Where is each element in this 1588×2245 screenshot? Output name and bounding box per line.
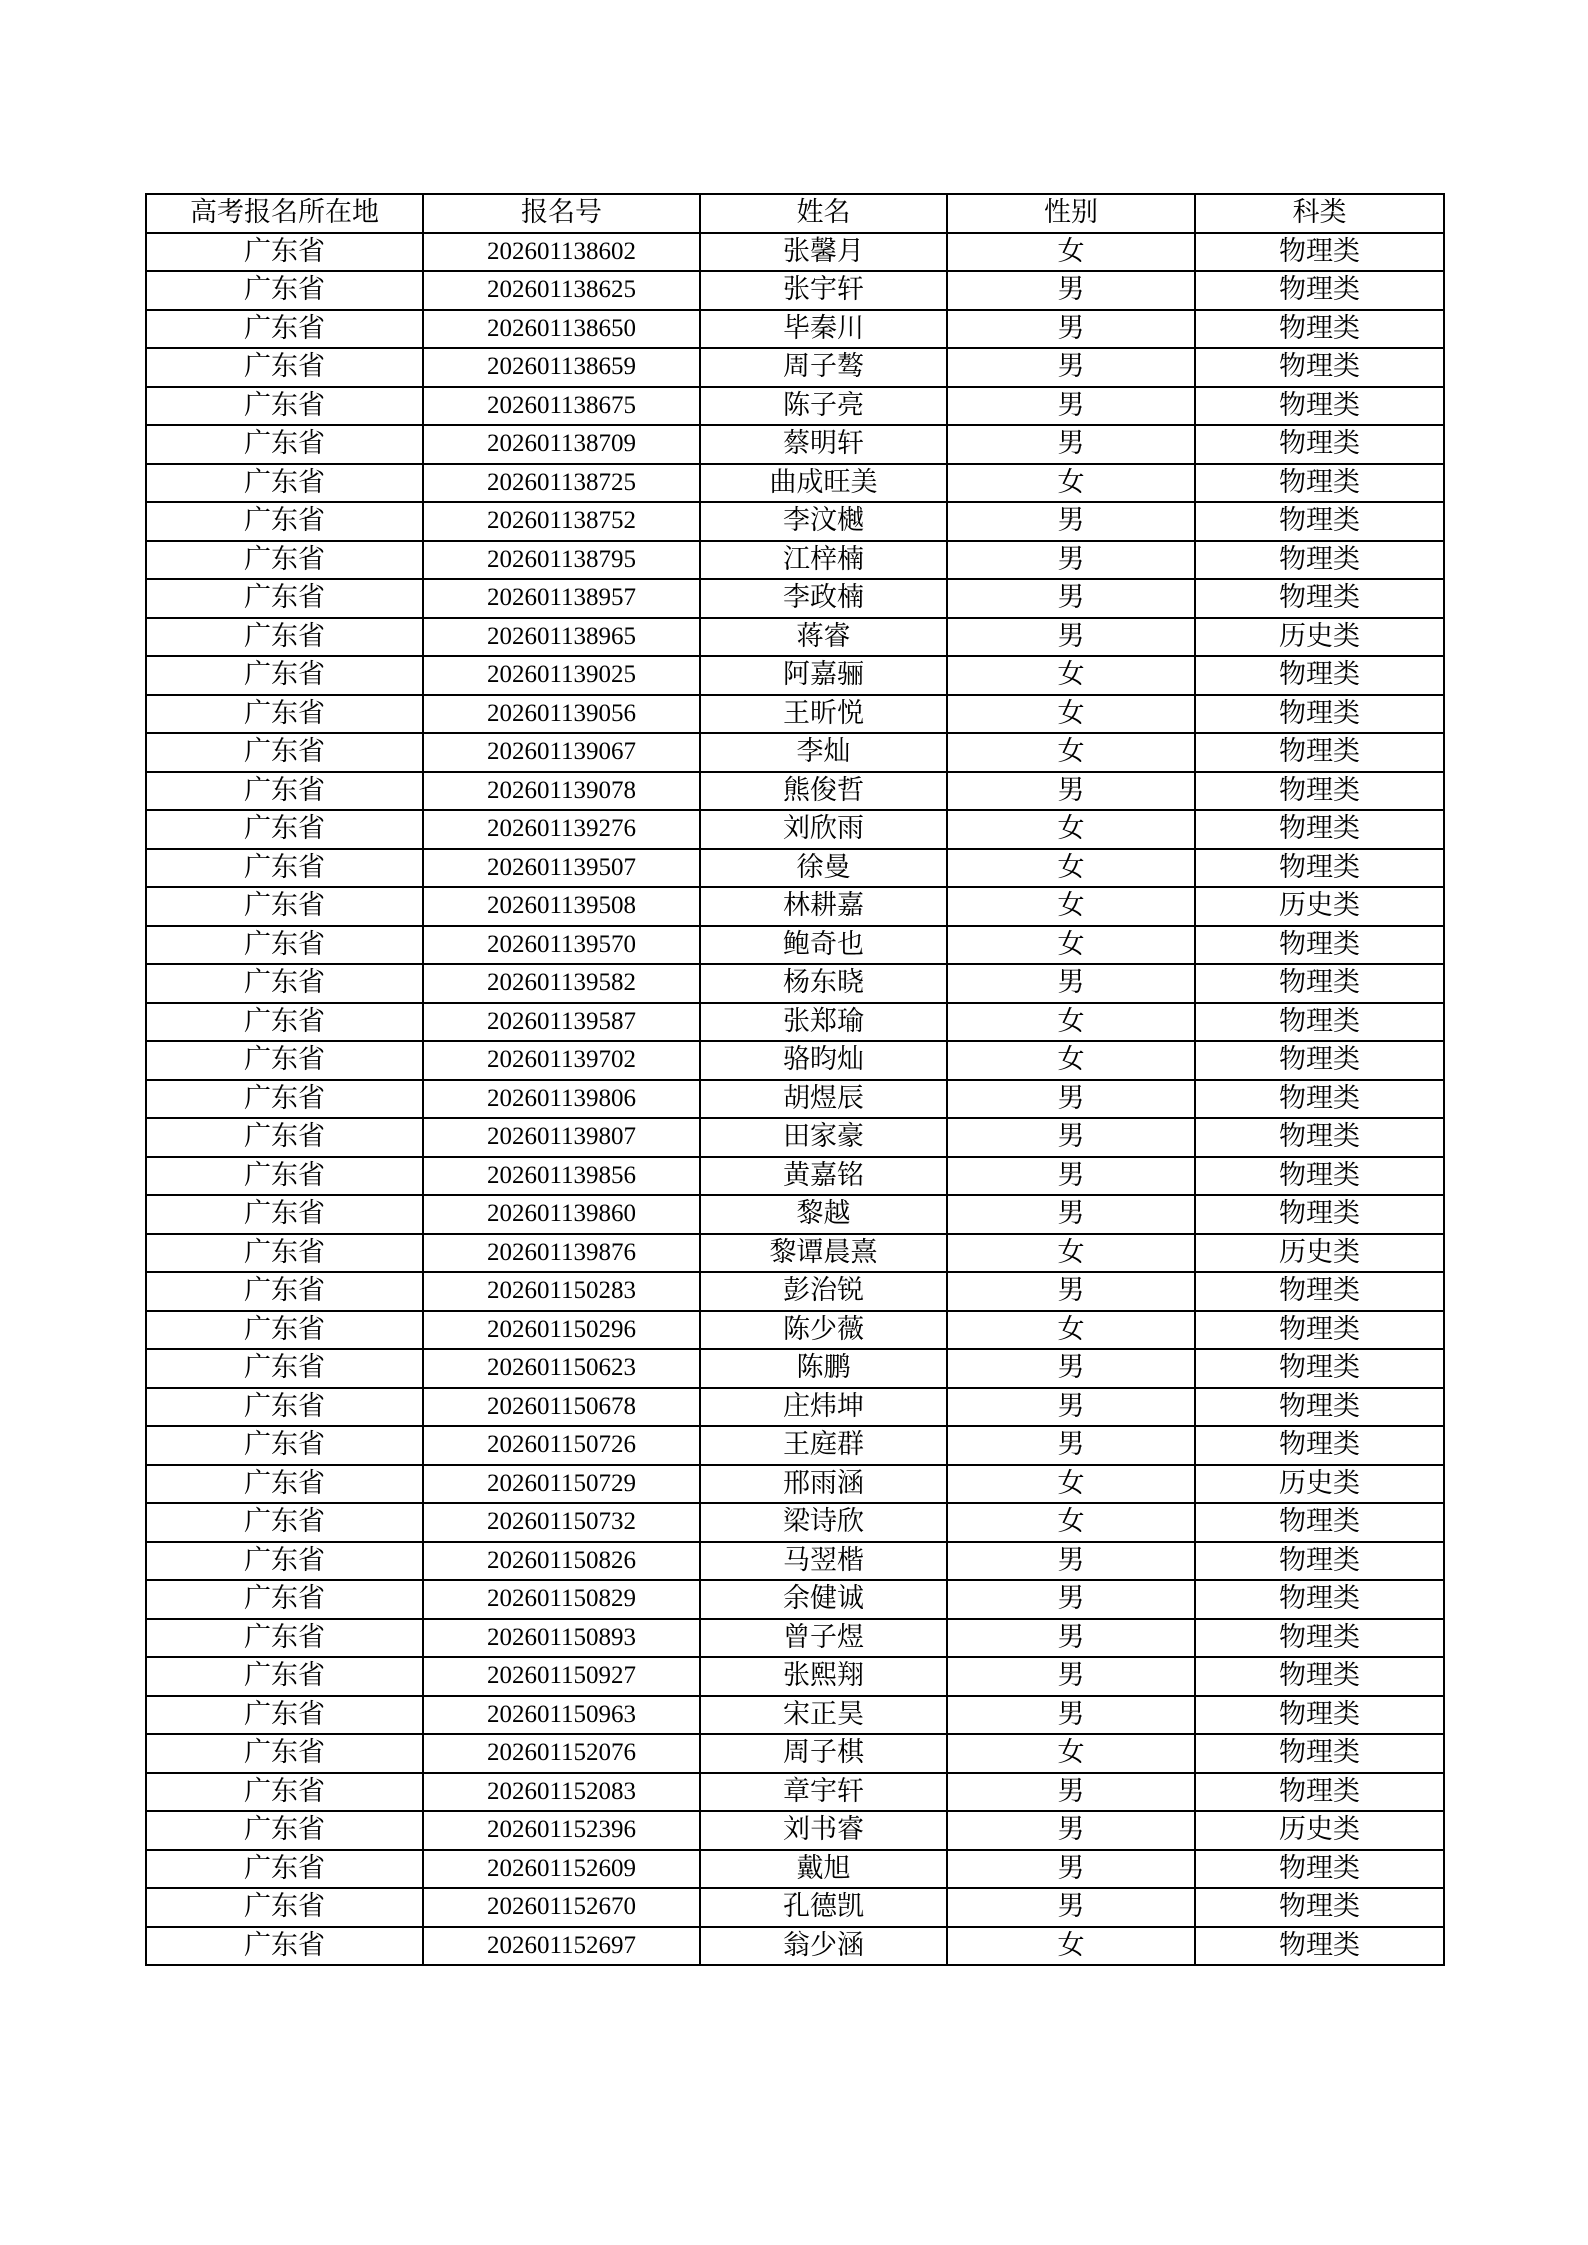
- roster-sheet: [145, 193, 1445, 1966]
- cell-registration-number: 202601138725: [423, 464, 700, 503]
- cell-registration-number: 202601150729: [423, 1465, 700, 1504]
- cell-name: 曲成旺美: [700, 464, 947, 503]
- cell-name: 胡煜辰: [700, 1080, 947, 1119]
- cell-gender: 女: [947, 656, 1195, 695]
- cell-subject-track: 物理类: [1195, 1542, 1444, 1581]
- cell-gender: 女: [947, 233, 1195, 272]
- cell-subject-track: 物理类: [1195, 1080, 1444, 1119]
- cell-registration-number: 202601150927: [423, 1657, 700, 1696]
- cell-exam-location: 广东省: [146, 887, 423, 926]
- table-body: [146, 233, 1444, 1966]
- cell-subject-track: 物理类: [1195, 849, 1444, 888]
- cell-name: 刘欣雨: [700, 810, 947, 849]
- cell-name: 曾子煜: [700, 1619, 947, 1658]
- table-header: [146, 194, 1444, 233]
- header-name: 姓名: [700, 194, 947, 233]
- table-row: [146, 1888, 1444, 1927]
- cell-name: 李政楠: [700, 579, 947, 618]
- cell-subject-track: 物理类: [1195, 1003, 1444, 1042]
- cell-subject-track: 物理类: [1195, 233, 1444, 272]
- table-row: [146, 964, 1444, 1003]
- cell-name: 张宇轩: [700, 271, 947, 310]
- cell-subject-track: 物理类: [1195, 733, 1444, 772]
- cell-gender: 男: [947, 1195, 1195, 1234]
- table-row: [146, 464, 1444, 503]
- cell-name: 田家豪: [700, 1118, 947, 1157]
- cell-name: 周子棋: [700, 1734, 947, 1773]
- cell-name: 黎谭晨熹: [700, 1234, 947, 1273]
- table-row: [146, 1927, 1444, 1966]
- cell-exam-location: 广东省: [146, 1850, 423, 1889]
- cell-gender: 男: [947, 1580, 1195, 1619]
- cell-subject-track: 物理类: [1195, 425, 1444, 464]
- table-row: [146, 887, 1444, 926]
- cell-exam-location: 广东省: [146, 1927, 423, 1966]
- cell-subject-track: 历史类: [1195, 887, 1444, 926]
- cell-subject-track: 物理类: [1195, 464, 1444, 503]
- table-row: [146, 348, 1444, 387]
- cell-name: 鲍奇也: [700, 926, 947, 965]
- cell-registration-number: 202601152697: [423, 1927, 700, 1966]
- cell-registration-number: 202601139508: [423, 887, 700, 926]
- cell-name: 李灿: [700, 733, 947, 772]
- cell-gender: 女: [947, 1503, 1195, 1542]
- cell-gender: 女: [947, 1927, 1195, 1966]
- cell-subject-track: 物理类: [1195, 1311, 1444, 1350]
- cell-name: 张馨月: [700, 233, 947, 272]
- cell-registration-number: 202601150732: [423, 1503, 700, 1542]
- cell-subject-track: 物理类: [1195, 656, 1444, 695]
- table-row: [146, 1542, 1444, 1581]
- header-gender: 性别: [947, 194, 1195, 233]
- header-row: [146, 194, 1444, 233]
- header-exam-location: 高考报名所在地: [146, 194, 423, 233]
- cell-name: 马翌楷: [700, 1542, 947, 1581]
- cell-gender: 男: [947, 1542, 1195, 1581]
- cell-name: 戴旭: [700, 1850, 947, 1889]
- cell-name: 彭治锐: [700, 1272, 947, 1311]
- cell-name: 林耕嘉: [700, 887, 947, 926]
- cell-name: 邢雨涵: [700, 1465, 947, 1504]
- cell-gender: 男: [947, 1388, 1195, 1427]
- table-row: [146, 1388, 1444, 1427]
- cell-subject-track: 物理类: [1195, 695, 1444, 734]
- cell-name: 陈鹏: [700, 1349, 947, 1388]
- cell-exam-location: 广东省: [146, 656, 423, 695]
- table-row: [146, 310, 1444, 349]
- cell-gender: 女: [947, 810, 1195, 849]
- cell-gender: 男: [947, 1426, 1195, 1465]
- cell-registration-number: 202601150623: [423, 1349, 700, 1388]
- table-row: [146, 733, 1444, 772]
- cell-name: 刘书睿: [700, 1811, 947, 1850]
- cell-gender: 男: [947, 1773, 1195, 1812]
- table-row: [146, 425, 1444, 464]
- cell-registration-number: 202601152396: [423, 1811, 700, 1850]
- table-row: [146, 1041, 1444, 1080]
- table-row: [146, 772, 1444, 811]
- cell-exam-location: 广东省: [146, 1311, 423, 1350]
- cell-registration-number: 202601139856: [423, 1157, 700, 1196]
- cell-registration-number: 202601138709: [423, 425, 700, 464]
- cell-exam-location: 广东省: [146, 733, 423, 772]
- cell-subject-track: 物理类: [1195, 1195, 1444, 1234]
- cell-exam-location: 广东省: [146, 1503, 423, 1542]
- cell-exam-location: 广东省: [146, 964, 423, 1003]
- cell-exam-location: 广东省: [146, 1234, 423, 1273]
- cell-exam-location: 广东省: [146, 1157, 423, 1196]
- cell-subject-track: 物理类: [1195, 1388, 1444, 1427]
- cell-exam-location: 广东省: [146, 695, 423, 734]
- cell-registration-number: 202601139056: [423, 695, 700, 734]
- table-row: [146, 1003, 1444, 1042]
- cell-subject-track: 物理类: [1195, 387, 1444, 426]
- cell-exam-location: 广东省: [146, 849, 423, 888]
- header-subject-track: 科类: [1195, 194, 1444, 233]
- cell-subject-track: 物理类: [1195, 541, 1444, 580]
- cell-name: 章宇轩: [700, 1773, 947, 1812]
- table-row: [146, 1426, 1444, 1465]
- table-row: [146, 1195, 1444, 1234]
- cell-name: 蒋睿: [700, 618, 947, 657]
- cell-exam-location: 广东省: [146, 810, 423, 849]
- cell-registration-number: 202601139702: [423, 1041, 700, 1080]
- table-row: [146, 1118, 1444, 1157]
- header-registration-number: 报名号: [423, 194, 700, 233]
- cell-exam-location: 广东省: [146, 579, 423, 618]
- cell-gender: 女: [947, 1041, 1195, 1080]
- table-row: [146, 1734, 1444, 1773]
- cell-name: 张郑瑜: [700, 1003, 947, 1042]
- table-row: [146, 926, 1444, 965]
- cell-subject-track: 物理类: [1195, 1349, 1444, 1388]
- cell-registration-number: 202601150283: [423, 1272, 700, 1311]
- table-row: [146, 1272, 1444, 1311]
- cell-gender: 男: [947, 1272, 1195, 1311]
- table-row: [146, 1580, 1444, 1619]
- table-row: [146, 1773, 1444, 1812]
- cell-exam-location: 广东省: [146, 1003, 423, 1042]
- cell-registration-number: 202601139276: [423, 810, 700, 849]
- cell-subject-track: 物理类: [1195, 1272, 1444, 1311]
- table-row: [146, 1080, 1444, 1119]
- cell-registration-number: 202601152609: [423, 1850, 700, 1889]
- cell-name: 黄嘉铭: [700, 1157, 947, 1196]
- cell-name: 周子骜: [700, 348, 947, 387]
- cell-gender: 女: [947, 1734, 1195, 1773]
- cell-subject-track: 历史类: [1195, 618, 1444, 657]
- table-row: [146, 1850, 1444, 1889]
- cell-gender: 男: [947, 1157, 1195, 1196]
- cell-exam-location: 广东省: [146, 1426, 423, 1465]
- cell-exam-location: 广东省: [146, 1388, 423, 1427]
- table-row: [146, 618, 1444, 657]
- cell-name: 翁少涵: [700, 1927, 947, 1966]
- cell-exam-location: 广东省: [146, 1888, 423, 1927]
- table-row: [146, 1503, 1444, 1542]
- cell-gender: 男: [947, 271, 1195, 310]
- cell-registration-number: 202601150726: [423, 1426, 700, 1465]
- cell-gender: 男: [947, 1080, 1195, 1119]
- table-row: [146, 695, 1444, 734]
- cell-exam-location: 广东省: [146, 1734, 423, 1773]
- cell-registration-number: 202601138752: [423, 502, 700, 541]
- cell-name: 毕秦川: [700, 310, 947, 349]
- cell-subject-track: 历史类: [1195, 1234, 1444, 1273]
- cell-exam-location: 广东省: [146, 464, 423, 503]
- cell-gender: 男: [947, 772, 1195, 811]
- cell-exam-location: 广东省: [146, 1619, 423, 1658]
- cell-exam-location: 广东省: [146, 926, 423, 965]
- cell-exam-location: 广东省: [146, 1465, 423, 1504]
- cell-gender: 男: [947, 387, 1195, 426]
- cell-name: 杨东晓: [700, 964, 947, 1003]
- cell-registration-number: 202601150678: [423, 1388, 700, 1427]
- table-row: [146, 656, 1444, 695]
- cell-registration-number: 202601138602: [423, 233, 700, 272]
- table-row: [146, 271, 1444, 310]
- cell-exam-location: 广东省: [146, 1041, 423, 1080]
- cell-subject-track: 物理类: [1195, 502, 1444, 541]
- cell-registration-number: 202601138650: [423, 310, 700, 349]
- table-row: [146, 1234, 1444, 1273]
- cell-subject-track: 物理类: [1195, 1503, 1444, 1542]
- cell-gender: 男: [947, 310, 1195, 349]
- cell-name: 江梓楠: [700, 541, 947, 580]
- table-row: [146, 849, 1444, 888]
- cell-subject-track: 物理类: [1195, 1157, 1444, 1196]
- cell-registration-number: 202601150296: [423, 1311, 700, 1350]
- cell-subject-track: 物理类: [1195, 271, 1444, 310]
- cell-gender: 男: [947, 1811, 1195, 1850]
- cell-exam-location: 广东省: [146, 1696, 423, 1735]
- cell-subject-track: 物理类: [1195, 1426, 1444, 1465]
- cell-gender: 男: [947, 1619, 1195, 1658]
- cell-gender: 男: [947, 348, 1195, 387]
- table-row: [146, 541, 1444, 580]
- cell-subject-track: 物理类: [1195, 1734, 1444, 1773]
- cell-exam-location: 广东省: [146, 1272, 423, 1311]
- cell-name: 宋正昊: [700, 1696, 947, 1735]
- table-row: [146, 1465, 1444, 1504]
- cell-subject-track: 物理类: [1195, 1888, 1444, 1927]
- cell-subject-track: 物理类: [1195, 810, 1444, 849]
- cell-registration-number: 202601139570: [423, 926, 700, 965]
- table-row: [146, 1657, 1444, 1696]
- cell-registration-number: 202601139582: [423, 964, 700, 1003]
- cell-subject-track: 物理类: [1195, 1118, 1444, 1157]
- table-row: [146, 233, 1444, 272]
- cell-subject-track: 历史类: [1195, 1465, 1444, 1504]
- cell-name: 陈子亮: [700, 387, 947, 426]
- cell-registration-number: 202601139860: [423, 1195, 700, 1234]
- cell-name: 王昕悦: [700, 695, 947, 734]
- cell-exam-location: 广东省: [146, 541, 423, 580]
- cell-registration-number: 202601138965: [423, 618, 700, 657]
- cell-exam-location: 广东省: [146, 1080, 423, 1119]
- cell-registration-number: 202601152083: [423, 1773, 700, 1812]
- cell-exam-location: 广东省: [146, 1195, 423, 1234]
- cell-subject-track: 物理类: [1195, 1041, 1444, 1080]
- cell-gender: 男: [947, 425, 1195, 464]
- cell-gender: 女: [947, 695, 1195, 734]
- cell-registration-number: 202601139807: [423, 1118, 700, 1157]
- cell-exam-location: 广东省: [146, 425, 423, 464]
- table-row: [146, 1811, 1444, 1850]
- cell-name: 徐曼: [700, 849, 947, 888]
- cell-name: 蔡明轩: [700, 425, 947, 464]
- cell-subject-track: 物理类: [1195, 1657, 1444, 1696]
- cell-registration-number: 202601138675: [423, 387, 700, 426]
- cell-exam-location: 广东省: [146, 271, 423, 310]
- cell-exam-location: 广东省: [146, 1118, 423, 1157]
- cell-gender: 女: [947, 926, 1195, 965]
- cell-exam-location: 广东省: [146, 1657, 423, 1696]
- cell-gender: 男: [947, 1696, 1195, 1735]
- cell-gender: 男: [947, 1657, 1195, 1696]
- cell-subject-track: 物理类: [1195, 1696, 1444, 1735]
- cell-name: 孔德凯: [700, 1888, 947, 1927]
- cell-registration-number: 202601139025: [423, 656, 700, 695]
- cell-exam-location: 广东省: [146, 618, 423, 657]
- cell-subject-track: 物理类: [1195, 1850, 1444, 1889]
- cell-gender: 男: [947, 1850, 1195, 1889]
- cell-name: 余健诚: [700, 1580, 947, 1619]
- cell-gender: 男: [947, 579, 1195, 618]
- cell-name: 庄炜坤: [700, 1388, 947, 1427]
- cell-registration-number: 202601152076: [423, 1734, 700, 1773]
- admission-roster-table: [145, 193, 1445, 1966]
- cell-name: 骆昀灿: [700, 1041, 947, 1080]
- cell-registration-number: 202601139876: [423, 1234, 700, 1273]
- table-row: [146, 1311, 1444, 1350]
- cell-registration-number: 202601139067: [423, 733, 700, 772]
- table-row: [146, 579, 1444, 618]
- table-row: [146, 502, 1444, 541]
- cell-gender: 男: [947, 964, 1195, 1003]
- cell-registration-number: 202601150829: [423, 1580, 700, 1619]
- cell-exam-location: 广东省: [146, 387, 423, 426]
- cell-name: 王庭群: [700, 1426, 947, 1465]
- cell-registration-number: 202601150826: [423, 1542, 700, 1581]
- cell-exam-location: 广东省: [146, 1811, 423, 1850]
- cell-exam-location: 广东省: [146, 1773, 423, 1812]
- table-row: [146, 387, 1444, 426]
- cell-subject-track: 历史类: [1195, 1811, 1444, 1850]
- cell-exam-location: 广东省: [146, 348, 423, 387]
- cell-registration-number: 202601138625: [423, 271, 700, 310]
- table-row: [146, 810, 1444, 849]
- cell-gender: 女: [947, 733, 1195, 772]
- cell-gender: 女: [947, 1311, 1195, 1350]
- cell-registration-number: 202601139078: [423, 772, 700, 811]
- cell-registration-number: 202601150963: [423, 1696, 700, 1735]
- cell-exam-location: 广东省: [146, 233, 423, 272]
- cell-gender: 女: [947, 464, 1195, 503]
- cell-exam-location: 广东省: [146, 310, 423, 349]
- table-row: [146, 1619, 1444, 1658]
- cell-name: 张熙翔: [700, 1657, 947, 1696]
- cell-gender: 女: [947, 1003, 1195, 1042]
- cell-subject-track: 物理类: [1195, 1927, 1444, 1966]
- cell-gender: 男: [947, 1349, 1195, 1388]
- cell-name: 黎越: [700, 1195, 947, 1234]
- cell-gender: 女: [947, 887, 1195, 926]
- cell-exam-location: 广东省: [146, 772, 423, 811]
- cell-name: 阿嘉骊: [700, 656, 947, 695]
- table-row: [146, 1157, 1444, 1196]
- cell-subject-track: 物理类: [1195, 579, 1444, 618]
- cell-gender: 男: [947, 1888, 1195, 1927]
- cell-registration-number: 202601139806: [423, 1080, 700, 1119]
- cell-gender: 男: [947, 1118, 1195, 1157]
- cell-gender: 女: [947, 849, 1195, 888]
- cell-registration-number: 202601150893: [423, 1619, 700, 1658]
- cell-name: 李汶樾: [700, 502, 947, 541]
- cell-subject-track: 物理类: [1195, 1619, 1444, 1658]
- table-row: [146, 1349, 1444, 1388]
- cell-subject-track: 物理类: [1195, 926, 1444, 965]
- cell-gender: 男: [947, 541, 1195, 580]
- cell-registration-number: 202601138795: [423, 541, 700, 580]
- cell-gender: 男: [947, 502, 1195, 541]
- cell-registration-number: 202601152670: [423, 1888, 700, 1927]
- cell-name: 熊俊哲: [700, 772, 947, 811]
- cell-exam-location: 广东省: [146, 1580, 423, 1619]
- cell-exam-location: 广东省: [146, 1349, 423, 1388]
- table-row: [146, 1696, 1444, 1735]
- cell-name: 梁诗欣: [700, 1503, 947, 1542]
- cell-subject-track: 物理类: [1195, 310, 1444, 349]
- cell-exam-location: 广东省: [146, 502, 423, 541]
- cell-exam-location: 广东省: [146, 1542, 423, 1581]
- cell-subject-track: 物理类: [1195, 964, 1444, 1003]
- cell-registration-number: 202601139587: [423, 1003, 700, 1042]
- cell-name: 陈少薇: [700, 1311, 947, 1350]
- cell-registration-number: 202601139507: [423, 849, 700, 888]
- cell-gender: 女: [947, 1234, 1195, 1273]
- cell-registration-number: 202601138659: [423, 348, 700, 387]
- cell-subject-track: 物理类: [1195, 772, 1444, 811]
- cell-registration-number: 202601138957: [423, 579, 700, 618]
- cell-subject-track: 物理类: [1195, 1773, 1444, 1812]
- cell-subject-track: 物理类: [1195, 348, 1444, 387]
- cell-gender: 女: [947, 1465, 1195, 1504]
- cell-subject-track: 物理类: [1195, 1580, 1444, 1619]
- cell-gender: 男: [947, 618, 1195, 657]
